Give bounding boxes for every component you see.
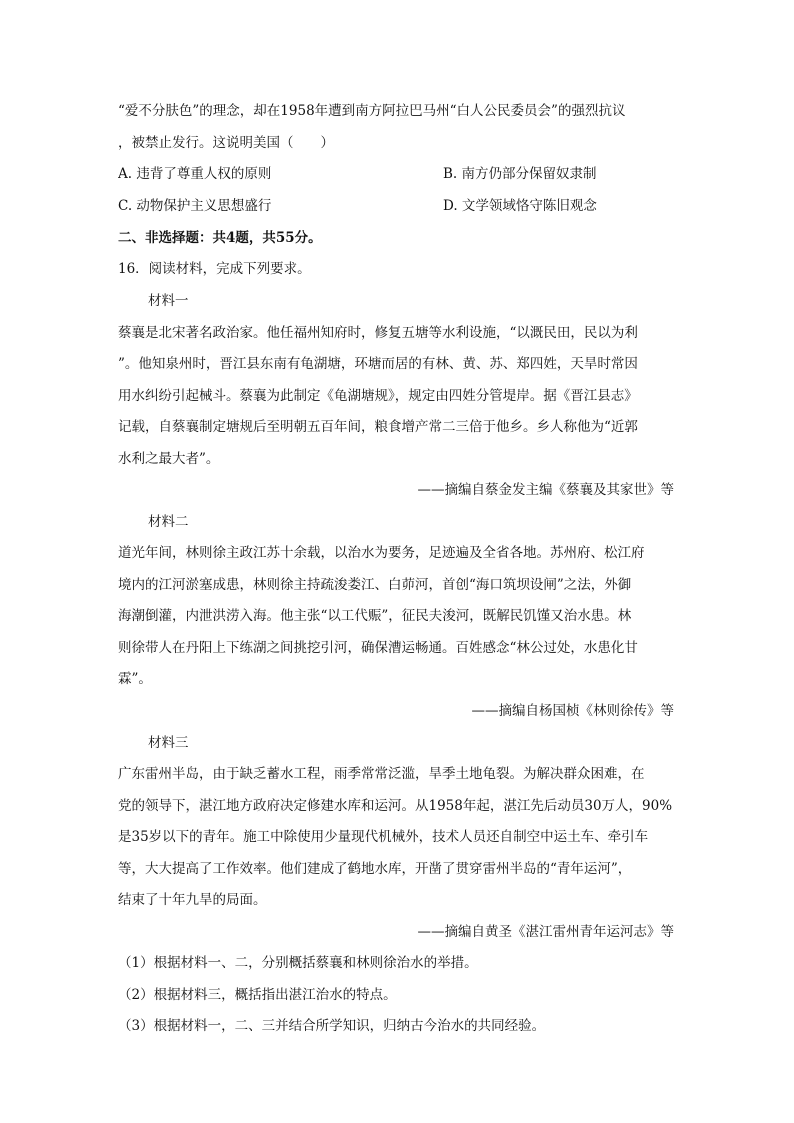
material2-source: ——摘编自杨国桢《林则徐传》等 [471, 703, 674, 719]
material2-label: 材料二 [148, 514, 189, 530]
subquestion-3: （3）根据材料一，二、三并结合所学知识，归纳古今治水的共同经验。 [118, 1018, 546, 1034]
q15-option-d: D. 文学领域恪守陈旧观念 [443, 198, 597, 214]
material1-line: 记载，自蔡襄制定塘规后至明朝五百年间，粮食增产常二三倍于他乡。乡人称他为“近郭 [118, 419, 638, 435]
material3-line: 结束了十年九旱的局面。 [118, 892, 267, 908]
material3-line: 党的领导下，湛江地方政府决定修建水库和运河。从1958年起，湛江先后动员30万人，90% [118, 798, 673, 814]
material1-line: 蔡襄是北宋著名政治家。他任福州知府时，修复五塘等水利设施，“以溉民田，民以为利 [118, 325, 638, 341]
subquestion-1: （1）根据材料一、二，分别概括蔡襄和林则徐治水的举措。 [118, 955, 478, 971]
material3-label: 材料三 [148, 735, 189, 751]
material3-line: 广东雷州半岛，由于缺乏蓄水工程，雨季常常泛滥，旱季土地龟裂。为解决群众困难，在 [118, 766, 645, 782]
material1-line: 用水纠纷引起械斗。蔡襄为此制定《龟湖塘规》，规定由四姓分管堤岸。据《晋江县志》 [118, 388, 638, 404]
material2-line: 则徐带人在丹阳上下练湖之间挑挖引河，确保漕运畅通。百姓感念“林公过处，水患化甘 [118, 640, 638, 656]
material3-line: 是35岁以下的青年。施工中除使用少量现代机械外，技术人员还自制空中运土车、牵引车 [118, 829, 649, 845]
material2-line: 海潮倒灌，内泄洪涝入海。他主张“以工代赈”，征民夫浚河，既解民饥馑又治水患。林 [118, 608, 632, 624]
q15-option-c: C. 动物保护主义思想盛行 [118, 198, 272, 214]
material2-line: 境内的江河淤塞成患，林则徐主持疏浚娄江、白茆河，首创“海口筑坝设闸”之法，外御 [118, 577, 632, 593]
material1-line: 水利之最大者”。 [118, 451, 220, 467]
material1-line: ”。他知泉州时，晋江县东南有龟湖塘，环塘而居的有林、黄、苏、郑四姓，天旱时常因 [118, 356, 638, 372]
material1-label: 材料一 [148, 293, 189, 309]
subquestion-2: （2）根据材料三，概括指出湛江治水的特点。 [118, 987, 397, 1003]
section-header: 二、非选择题：共4题，共55分。 [118, 230, 322, 246]
q15-option-b: B. 南方仍部分保留奴隶制 [443, 166, 597, 182]
q15-stem-line-2: ，被禁止发行。这说明美国（ ） [118, 135, 334, 151]
material3-source: ——摘编自黄圣《湛江雷州青年运河志》等 [417, 924, 674, 940]
material2-line: 霖”。 [118, 671, 152, 687]
material3-line: 等，大大提高了工作效率。他们建成了鹤地水库，开凿了贯穿雷州半岛的“青年运河”， [118, 861, 632, 877]
q16-prompt: 16．阅读材料，完成下列要求。 [118, 261, 311, 277]
q15-option-a: A. 违背了尊重人权的原则 [118, 166, 272, 182]
q15-stem-line-1: “爱不分肤色”的理念，却在1958年遭到南方阿拉巴马州“白人公民委员会”的强烈抗议 [118, 103, 626, 119]
material1-source: ——摘编自蔡金发主编《蔡襄及其家世》等 [417, 482, 674, 498]
material2-line: 道光年间，林则徐主政江苏十余载，以治水为要务，足迹遍及全省各地。苏州府、松江府 [118, 545, 645, 561]
